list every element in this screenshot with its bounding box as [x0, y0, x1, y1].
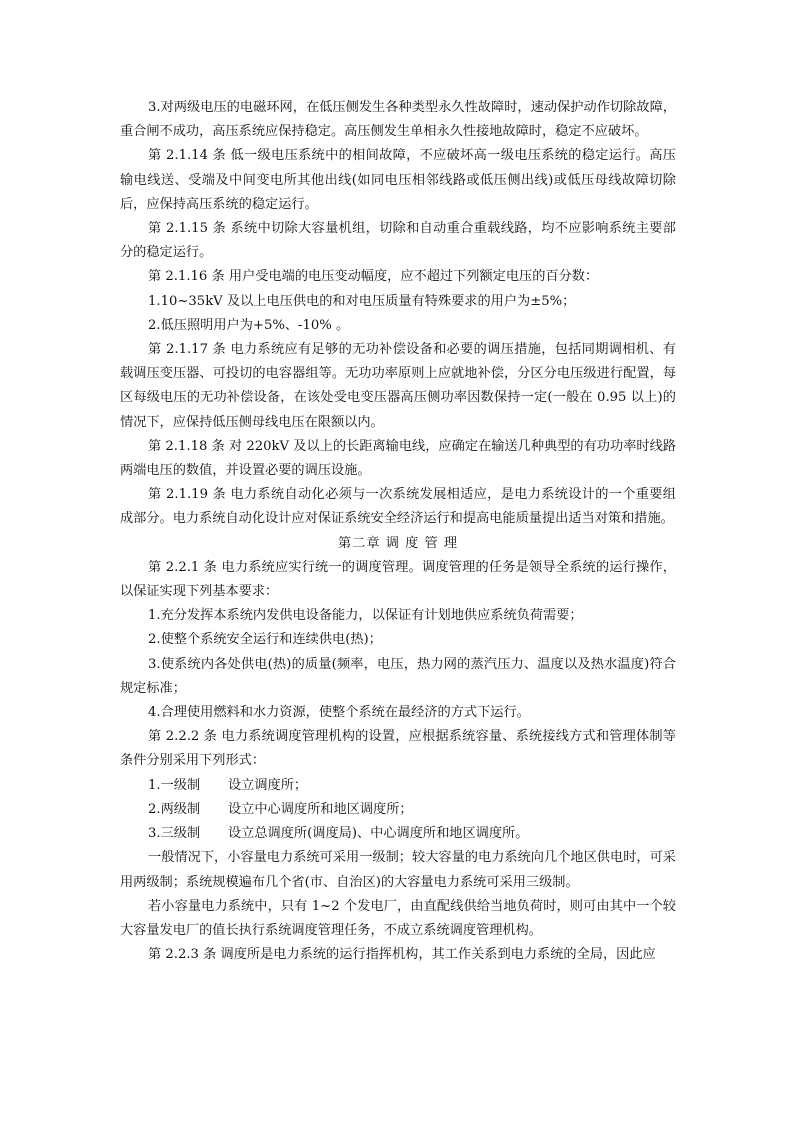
paragraph-1: 3.对两级电压的电磁环网，在低压侧发生各种类型永久性故障时，速动保护动作切除故障，重合闸不成功，高压系统应保持稳定。高压侧发生单相永久性接地故障时，稳定不应破坏。	[120, 100, 676, 140]
list-item: 4.合理使用燃料和水力资源，使整个系统在最经济的方式下运行。	[148, 705, 530, 721]
chapter-title: 第二章 调 度 管 理	[337, 535, 459, 551]
list-item: 1.10~35kV 及以上电压供电的和对电压质量有特殊要求的用户为±5%；	[148, 293, 576, 309]
level-item	[120, 774, 676, 798]
article-2-1-15: 第 2.1.15 条 系统中切除大容量机组，切除和自动重合重载线路，均不应影响系统主要部分的稳定运行。	[120, 221, 676, 261]
level-item	[120, 822, 676, 846]
list-item: 2.使整个系统安全运行和连续供电(热)；	[148, 632, 382, 648]
level-desc: 设立中心调度所和地区调度所；	[228, 801, 413, 817]
article-2-1-14: 第 2.1.14 条 低一级电压系统中的相间故障，不应破坏高一级电压系统的稳定运行。高压输电线送、受端及中间变电所其他出线(如同电压相邻线路或低压侧出线)或低压母线故障切除后，应保持高压系统的稳定运行。	[120, 148, 676, 212]
article-2-1-16: 第 2.1.16 条 用户受电端的电压变动幅度，应不超过下列额定电压的百分数：	[148, 269, 599, 285]
article-2-1-19: 第 2.1.19 条 电力系统自动化必须与一次系统发展相适应，是电力系统设计的一个重要组成部分。电力系统自动化设计应对保证系统安全经济运行和提高电能质量提出适当对策和措施。	[120, 487, 676, 527]
article-2-2-3: 第 2.2.3 条 调度所是电力系统的运行指挥机构，其工作关系到电力系统的全局，因此应	[148, 947, 656, 963]
level-name: 3.三级制	[148, 826, 201, 842]
level-name: 1.一级制	[148, 777, 201, 793]
list-item: 2.低压照明用户为+5%、-10% 。	[148, 317, 350, 333]
article-2-1-18: 第 2.1.18 条 对 220kV 及以上的长距离输电线，应确定在输送几种典型的有功功率时线路两端电压的数值，并设置必要的调压设施。	[120, 438, 676, 479]
article-2-1-17: 第 2.1.17 条 电力系统应有足够的无功补偿设备和必要的调压措施，包括同期调相机、有载调压变压器、可投切的电容器组等。无功功率原则上应就地补偿，分区分电压级进行配置，每区每级电压的无功补偿设备，在该处受电变压器高压侧功率因数保持一定(一般在 0.95 以上)的情况下，应保持低压侧母线电压在限额以内。	[120, 342, 676, 430]
paragraph-general: 一般情况下，小容量电力系统可采用一级制；较大容量的电力系统向几个地区供电时，可采用两级制；系统规模遍布几个省(市、自治区)的大容量电力系统可采用三级制。	[120, 850, 676, 890]
level-item	[120, 798, 676, 822]
paragraph-small-system: 若小容量电力系统中，只有 1~2 个发电厂，由直配线供给当地负荷时，则可由其中一个较大容量发电厂的值长执行系统调度管理任务，不成立系统调度管理机构。	[120, 898, 676, 938]
article-2-2-1: 第 2.2.1 条 电力系统应实行统一的调度管理。调度管理的任务是领导全系统的运行操作，以保证实现下列基本要求：	[120, 559, 676, 600]
level-desc: 设立调度所；	[228, 777, 308, 793]
document-page	[120, 96, 676, 967]
level-name: 2.两级制	[148, 801, 201, 817]
list-item: 3.使系统内各处供电(热)的质量(频率，电压，热力网的蒸汽压力、温度以及热水温度)符合规定标准；	[120, 656, 676, 696]
list-item: 1.充分发挥本系统内发供电设备能力，以保证有计划地供应系统负荷需要；	[148, 608, 583, 624]
article-2-2-2: 第 2.2.2 条 电力系统调度管理机构的设置，应根据系统容量、系统接线方式和管理体制等条件分别采用下列形式：	[120, 729, 676, 769]
level-desc: 设立总调度所(调度局)、中心调度所和地区调度所。	[228, 826, 529, 842]
